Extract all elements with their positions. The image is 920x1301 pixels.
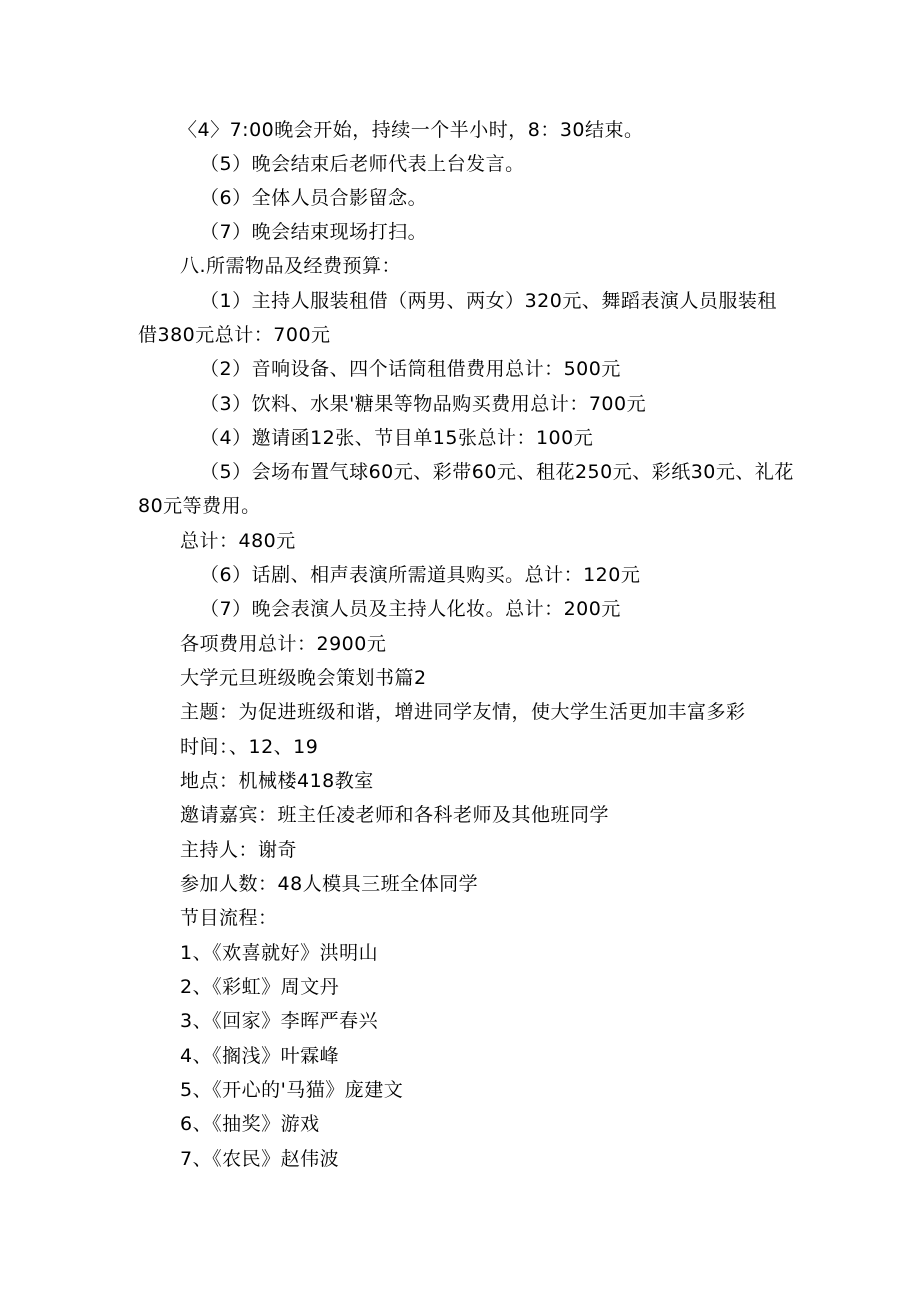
text-line: （6）话剧、相声表演所需道具购买。总计：120元: [200, 564, 641, 586]
text-line: 总计：480元: [180, 530, 296, 552]
text-line: （1）主持人服装租借（两男、两女）320元、舞蹈表演人员服装租: [200, 290, 777, 312]
text-line: 参加人数：48人模具三班全体同学: [180, 873, 479, 895]
list-item: 5、《开心的'马猫》庞建文: [180, 1079, 404, 1101]
list-item: 6、《抽奖》游戏: [180, 1113, 320, 1135]
text-line: 借380元总计：700元: [138, 324, 331, 346]
text-line: （7）晚会表演人员及主持人化妆。总计：200元: [200, 598, 621, 620]
text-line: （3）饮料、水果'糖果等物品购买费用总计：700元: [200, 393, 647, 415]
section-heading: 大学元旦班级晚会策划书篇2: [180, 667, 427, 689]
list-item: 4、《搁浅》叶霖峰: [180, 1045, 340, 1067]
text-line: 主持人：谢奇: [180, 839, 298, 861]
text-line: （7）晚会结束现场打扫。: [200, 221, 428, 243]
text-line: 主题：为促进班级和谐，增进同学友情，使大学生活更加丰富多彩: [180, 701, 746, 723]
list-item: 3、《回家》李晖严春兴: [180, 1010, 379, 1032]
list-item: 2、《彩虹》周文丹: [180, 976, 340, 998]
text-line: （4）邀请函12张、节目单15张总计：100元: [200, 427, 594, 449]
text-line: 时间：、12、19: [180, 736, 319, 758]
text-line: 邀请嘉宾：班主任凌老师和各科老师及其他班同学: [180, 804, 610, 826]
text-line: （5）会场布置气球60元、彩带60元、租花250元、彩纸30元、礼花: [200, 461, 794, 483]
text-line: （6）全体人员合影留念。: [200, 187, 428, 209]
text-line: （2）音响设备、四个话筒租借费用总计：500元: [200, 358, 621, 380]
list-item: 1、《欢喜就好》洪明山: [180, 942, 379, 964]
text-line: 〈4〉7:00晚会开始，持续一个半小时，8：30结束。: [178, 119, 644, 141]
list-item: 7、《农民》赵伟波: [180, 1148, 340, 1170]
text-line: 节目流程：: [180, 907, 278, 929]
text-line: 各项费用总计：2900元: [180, 633, 387, 655]
text-line: 80元等费用。: [138, 495, 261, 517]
text-line: 地点：机械楼418教室: [180, 770, 374, 792]
text-line: （5）晚会结束后老师代表上台发言。: [200, 153, 525, 175]
section-heading: 八.所需物品及经费预算：: [180, 255, 402, 277]
